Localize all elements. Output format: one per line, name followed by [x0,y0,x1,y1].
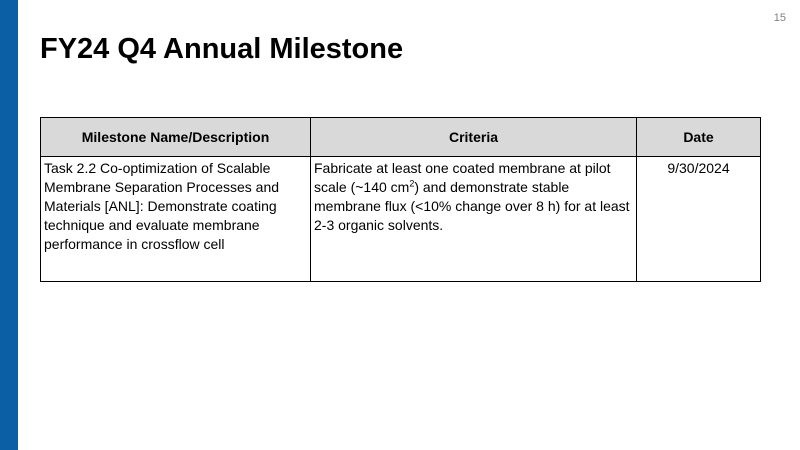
criteria-superscript: 2 [409,178,415,189]
cell-criteria [311,157,637,282]
slide-title: FY24 Q4 Annual Milestone [40,33,404,65]
header-date: Date [637,118,761,157]
criteria-text-after: ) and demonstrate stable membrane flux (<10% change over 8 h) for at least 2-3 organic solvents. [314,179,630,233]
cell-date: 9/30/2024 [637,157,761,282]
header-milestone-description: Milestone Name/Description [41,118,311,157]
table-row [41,157,761,282]
criteria-text-before: Fabricate at least one coated membrane at pilot scale (~140 cm [314,160,611,195]
table-header-row [41,118,761,157]
page-number: 15 [773,12,786,24]
left-accent-bar [0,0,18,450]
cell-milestone-description: Task 2.2 Co-optimization of Scalable Membrane Separation Processes and Materials [ANL]: Demonstrate coating technique and evaluate membrane performance in crossflow cell [41,157,311,282]
header-criteria: Criteria [311,118,637,157]
milestone-table [40,117,761,282]
